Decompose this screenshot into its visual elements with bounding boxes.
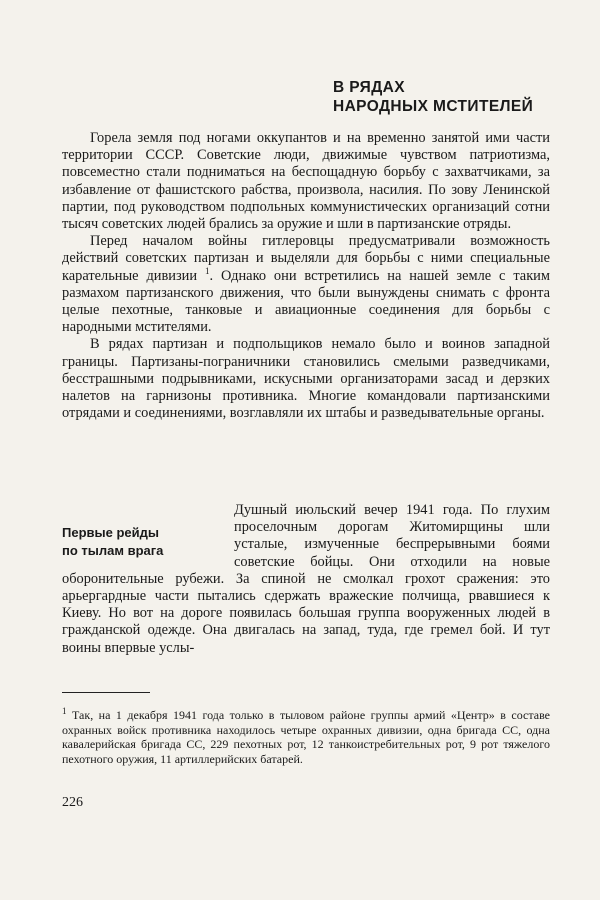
main-text <box>62 130 550 422</box>
footnote-divider <box>62 692 150 693</box>
footnote-reference: 1 <box>204 265 210 276</box>
section-first-raids <box>62 502 550 657</box>
footnote <box>62 708 550 766</box>
section-paragraph: Душный июльский вечер 1941 года. По глухим проселочным дорогам Житомирщины шли усталые, измученные беспрерывными боями советские бойцы. Они отходили на новые оборонительные рубежи. За спиной не смолкал грохот сражения: это арьергардные части пытались сдержать вражеские полчища, рвавшиеся к Киеву. Но вот на дороге появилась большая группа вооруженных людей в гражданской одежде. Она двигалась на запад, туда, где гремел бой. И тут воины впервые услы- <box>62 502 550 656</box>
footnote-mark: 1 <box>62 706 67 716</box>
section-sidehead <box>62 524 220 560</box>
paragraph-2-part-a: Перед началом войны гитлеровцы предусматривали возможность действий советских партизан и выделяли для борьбы с ними специальные карательные дивизии <box>62 233 550 284</box>
sidehead-line-1: Первые рейды <box>62 525 159 540</box>
heading-line-2: НАРОДНЫХ МСТИТЕЛЕЙ <box>333 98 534 115</box>
sidehead-line-2: по тылам врага <box>62 543 164 558</box>
paragraph-2-part-b: . Однако они встретились на нашей земле с таким размахом партизанского движения, что были вынуждены снимать с фронта целые пехотные, танковые и авиационные соединения для борьбы с народными мстителями. <box>62 267 550 336</box>
paragraph-1: Горела земля под ногами оккупантов и на временно занятой ими части территории СССР. Советские люди, движимые чувством патриотизма, повсеместно стали подниматься на беспощадную борьбу с захватчиками, за избавление от фашистского рабства, произвола, насилия. По зову Ленинской партии, под руководством подпольных коммунистических организаций сотни тысяч советских людей брались за оружие и шли в партизанские отряды. <box>62 130 550 233</box>
footnote-text: Так, на 1 декабря 1941 года только в тыловом районе группы армий «Центр» в составе охранных войск противника находилось четыре охранных дивизии, одна бригада СС, одна кавалерийская бригада СС, 229 пехотных рот, 12 танкоистребительных рот, 9 рот тяжелого пехотного оружия, 11 артиллерийских батарей. <box>62 708 550 766</box>
paragraph-2 <box>62 233 550 336</box>
page-number: 226 <box>62 795 83 810</box>
chapter-heading <box>333 78 533 116</box>
paragraph-3: В рядах партизан и подпольщиков немало было и воинов западной границы. Партизаны-пограничники становились смелыми разведчиками, бесстрашными подрывниками, искусными организаторами засад и дерзких налетов на гарнизоны противника. Многие командовали партизанскими отрядами и соединениями, возглавляли их штабы и разведывательные органы. <box>62 336 550 422</box>
heading-line-1: В РЯДАХ <box>333 79 405 96</box>
